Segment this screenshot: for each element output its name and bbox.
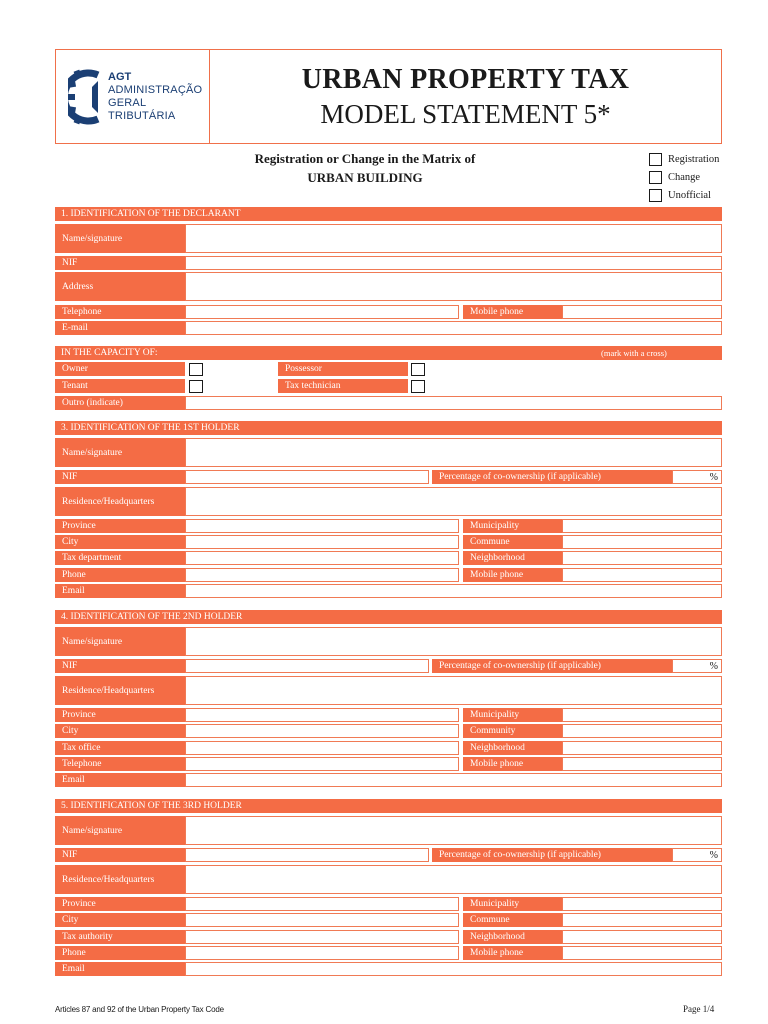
- declarant-telephone-field[interactable]: [185, 305, 459, 319]
- holder3-email-label: Email: [55, 962, 185, 976]
- section-heading-declarant: 1. IDENTIFICATION OF THE DECLARANT: [55, 207, 722, 221]
- holder2-name-label: Name/signature: [55, 627, 185, 656]
- holder2-city-field[interactable]: [185, 724, 459, 738]
- holder1-province-label: Province: [55, 519, 185, 533]
- holder1-email-field[interactable]: [185, 584, 722, 598]
- holder2-community-field[interactable]: [562, 724, 722, 738]
- change-checkbox[interactable]: [649, 171, 662, 184]
- holder1-phone-field[interactable]: [185, 568, 459, 582]
- holder2-telephone-field[interactable]: [185, 757, 459, 771]
- gear-logo-icon: [68, 67, 104, 127]
- section-heading-holder-1: 3. IDENTIFICATION OF THE 1ST HOLDER: [55, 421, 722, 435]
- option-label: Unofficial: [668, 189, 711, 201]
- statement-type-options: [649, 150, 719, 204]
- unofficial-checkbox[interactable]: [649, 189, 662, 202]
- holder2-province-label: Province: [55, 708, 185, 722]
- option-unofficial[interactable]: [649, 186, 719, 204]
- percent-sign: %: [709, 849, 718, 861]
- registration-checkbox[interactable]: [649, 153, 662, 166]
- holder2-percentage-label: Percentage of co-ownership (if applicable): [432, 659, 672, 673]
- possessor-checkbox[interactable]: [411, 363, 425, 376]
- holder1-percentage-label: Percentage of co-ownership (if applicable): [432, 470, 672, 484]
- holder3-commune-label: Commune: [463, 913, 562, 927]
- holder3-province-field[interactable]: [185, 897, 459, 911]
- holder3-mobile-field[interactable]: [562, 946, 722, 960]
- capacity-other-field[interactable]: [185, 396, 722, 410]
- form-header: [55, 49, 722, 144]
- declarant-address-label: Address: [55, 272, 185, 301]
- holder3-residence-label: Residence/Headquarters: [55, 865, 185, 894]
- option-label: Registration: [668, 153, 720, 165]
- holder2-neighborhood-label: Neighborhood: [463, 741, 562, 755]
- declarant-name-label: Name/signature: [55, 224, 185, 253]
- holder3-nif-field[interactable]: [185, 848, 429, 862]
- holder2-community-label: Community: [463, 724, 562, 738]
- holder3-email-field[interactable]: [185, 962, 722, 976]
- capacity-owner-label: Owner: [55, 362, 185, 376]
- holder2-municipality-field[interactable]: [562, 708, 722, 722]
- logo-line-3: TRIBUTÁRIA: [108, 109, 176, 122]
- holder1-name-field[interactable]: [185, 438, 722, 467]
- holder1-phone-label: Phone: [55, 568, 185, 582]
- legal-reference: Articles 87 and 92 of the Urban Property Tax Code: [55, 1005, 224, 1014]
- holder3-city-label: City: [55, 913, 185, 927]
- tax-technician-checkbox[interactable]: [411, 380, 425, 393]
- agt-logo: [56, 50, 210, 143]
- holder1-residence-label: Residence/Headquarters: [55, 487, 185, 516]
- section-heading-capacity: IN THE CAPACITY OF:: [55, 346, 722, 360]
- holder2-nif-label: NIF: [55, 659, 185, 673]
- holder1-residence-field[interactable]: [185, 487, 722, 516]
- holder2-email-label: Email: [55, 773, 185, 787]
- declarant-nif-label: NIF: [55, 256, 185, 270]
- holder3-neighborhood-label: Neighborhood: [463, 930, 562, 944]
- holder1-city-label: City: [55, 535, 185, 549]
- holder2-nif-field[interactable]: [185, 659, 429, 673]
- page-number: Page 1/4: [683, 1004, 715, 1014]
- registration-title: Registration or Change in the Matrix of: [254, 151, 476, 166]
- holder1-commune-label: Commune: [463, 535, 562, 549]
- holder3-municipality-field[interactable]: [562, 897, 722, 911]
- holder1-city-field[interactable]: [185, 535, 459, 549]
- holder2-mobile-label: Mobile phone: [463, 757, 562, 771]
- declarant-address-field[interactable]: [185, 272, 722, 301]
- percent-sign: %: [709, 660, 718, 672]
- logo-line-2: GERAL: [108, 96, 147, 109]
- option-label: Change: [668, 171, 701, 183]
- holder1-percentage-field[interactable]: [672, 470, 722, 484]
- section-heading-holder-2: 4. IDENTIFICATION OF THE 2ND HOLDER: [55, 610, 722, 624]
- logo-line-1: ADMINISTRAÇÃO: [108, 83, 203, 96]
- holder3-nif-label: NIF: [55, 848, 185, 862]
- holder1-province-field[interactable]: [185, 519, 459, 533]
- option-change[interactable]: [649, 168, 719, 186]
- holder1-mobile-label: Mobile phone: [463, 568, 562, 582]
- holder2-email-field[interactable]: [185, 773, 722, 787]
- holder2-neighborhood-field[interactable]: [562, 741, 722, 755]
- holder1-municipality-label: Municipality: [463, 519, 562, 533]
- declarant-mobile-field[interactable]: [562, 305, 722, 319]
- holder3-neighborhood-field[interactable]: [562, 930, 722, 944]
- holder3-tax-authority-label: Tax authority: [55, 930, 185, 944]
- capacity-possessor-label: Possessor: [278, 362, 408, 376]
- holder3-name-field[interactable]: [185, 816, 722, 845]
- holder2-city-label: City: [55, 724, 185, 738]
- declarant-name-field[interactable]: [185, 224, 722, 253]
- holder3-mobile-label: Mobile phone: [463, 946, 562, 960]
- holder3-name-label: Name/signature: [55, 816, 185, 845]
- percent-sign: %: [709, 471, 718, 483]
- holder3-percentage-field[interactable]: [672, 848, 722, 862]
- tenant-checkbox[interactable]: [189, 380, 203, 393]
- registration-subtitle: URBAN BUILDING: [307, 170, 423, 185]
- option-registration[interactable]: [649, 150, 719, 168]
- holder1-name-label: Name/signature: [55, 438, 185, 467]
- holder1-neighborhood-label: Neighborhood: [463, 551, 562, 565]
- holder3-residence-field[interactable]: [185, 865, 722, 894]
- holder2-tax-office-label: Tax office: [55, 741, 185, 755]
- holder1-nif-field[interactable]: [185, 470, 429, 484]
- holder2-province-field[interactable]: [185, 708, 459, 722]
- holder3-municipality-label: Municipality: [463, 897, 562, 911]
- holder3-city-field[interactable]: [185, 913, 459, 927]
- holder1-tax-department-field[interactable]: [185, 551, 459, 565]
- capacity-note: (mark with a cross): [601, 348, 667, 358]
- holder2-telephone-label: Telephone: [55, 757, 185, 771]
- owner-checkbox[interactable]: [189, 363, 203, 376]
- declarant-nif-field[interactable]: [185, 256, 722, 270]
- holder3-province-label: Province: [55, 897, 185, 911]
- holder2-residence-field[interactable]: [185, 676, 722, 705]
- capacity-tenant-label: Tenant: [55, 379, 185, 393]
- holder1-email-label: Email: [55, 584, 185, 598]
- holder2-municipality-label: Municipality: [463, 708, 562, 722]
- holder3-percentage-label: Percentage of co-ownership (if applicable): [432, 848, 672, 862]
- declarant-mobile-label: Mobile phone: [463, 305, 562, 319]
- holder3-phone-label: Phone: [55, 946, 185, 960]
- form-subtitle: MODEL STATEMENT 5*: [320, 98, 611, 129]
- section-heading-holder-3: 5. IDENTIFICATION OF THE 3RD HOLDER: [55, 799, 722, 813]
- logo-acronym: AGT: [108, 70, 132, 83]
- declarant-telephone-label: Telephone: [55, 305, 185, 319]
- capacity-tax-technician-label: Tax technician: [278, 379, 408, 393]
- holder3-phone-field[interactable]: [185, 946, 459, 960]
- holder1-nif-label: NIF: [55, 470, 185, 484]
- holder1-municipality-field[interactable]: [562, 519, 722, 533]
- holder2-residence-label: Residence/Headquarters: [55, 676, 185, 705]
- holder3-commune-field[interactable]: [562, 913, 722, 927]
- declarant-email-label: E-mail: [55, 321, 185, 335]
- holder1-commune-field[interactable]: [562, 535, 722, 549]
- holder2-mobile-field[interactable]: [562, 757, 722, 771]
- holder2-percentage-field[interactable]: [672, 659, 722, 673]
- holder3-tax-authority-field[interactable]: [185, 930, 459, 944]
- holder1-neighborhood-field[interactable]: [562, 551, 722, 565]
- form-title: URBAN PROPERTY TAX: [301, 63, 630, 95]
- capacity-other-label: Outro (indicate): [55, 396, 185, 410]
- holder2-name-field[interactable]: [185, 627, 722, 656]
- declarant-email-field[interactable]: [185, 321, 722, 335]
- holder1-tax-department-label: Tax department: [55, 551, 185, 565]
- holder1-mobile-field[interactable]: [562, 568, 722, 582]
- holder2-tax-office-field[interactable]: [185, 741, 459, 755]
